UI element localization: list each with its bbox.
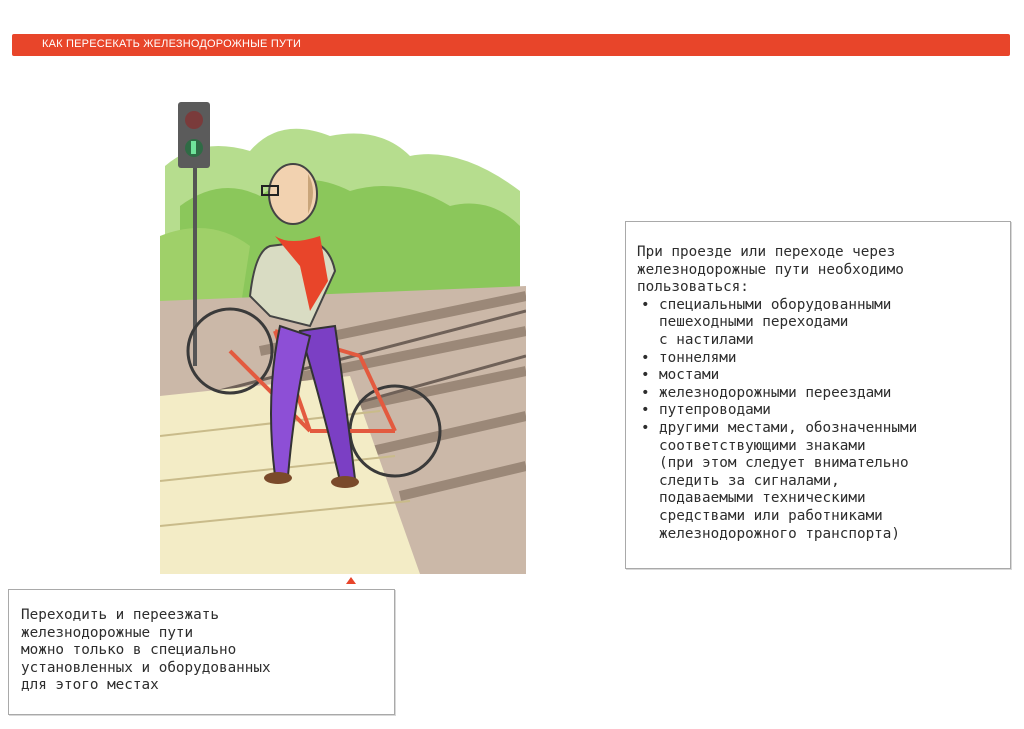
- list-item: • железнодорожными переездами: [637, 385, 1002, 403]
- intro-line: железнодорожные пути необходимо: [637, 261, 904, 278]
- header-bar: [12, 34, 1010, 56]
- list-item: • путепроводами: [637, 402, 1002, 420]
- cyclist-illustration: [160, 96, 526, 574]
- crossing-rules-box: [625, 221, 1011, 569]
- crossing-places-list: [637, 297, 1002, 543]
- list-item: • другими местами, обозначенными соответствующими знаками (при этом следует внимательно следить за сигналами, подаваемыми техническими средствами или работниками железнодорожного транспорта): [637, 420, 1002, 543]
- list-item: • мостами: [637, 367, 1002, 385]
- note-box: [8, 589, 395, 715]
- page-title: КАК ПЕРЕСЕКАТЬ ЖЕЛЕЗНОДОРОЖНЫЕ ПУТИ: [42, 38, 302, 50]
- list-item: • тоннелями: [637, 350, 1002, 368]
- pointer-marker: [346, 577, 356, 584]
- cyclist-at-railway-crossing-icon: [160, 96, 526, 574]
- note-text: Переходить и переезжать железнодорожные пути можно только в специально установленных и оборудованных для этого местах: [21, 607, 271, 694]
- intro-line: При проезде или переходе через: [637, 244, 896, 260]
- list-item: • специальными оборудованными пешеходными переходами с настилами: [637, 297, 1002, 350]
- intro-line: пользоваться:: [637, 279, 749, 296]
